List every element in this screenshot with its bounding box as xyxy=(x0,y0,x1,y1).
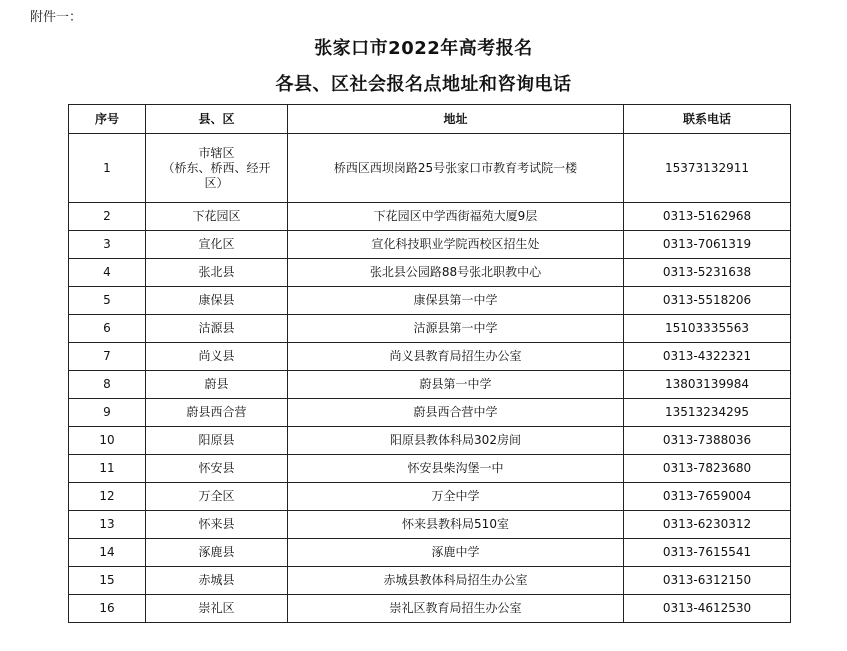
header-address: 地址 xyxy=(288,105,624,134)
cell-county: 阳原县 xyxy=(146,427,288,455)
cell-address: 桥西区西坝岗路25号张家口市教育考试院一楼 xyxy=(288,134,624,203)
cell-phone: 0313-7061319 xyxy=(624,231,791,259)
cell-county: 尚义县 xyxy=(146,343,288,371)
cell-no: 4 xyxy=(69,259,146,287)
cell-phone: 0313-7388036 xyxy=(624,427,791,455)
cell-address: 宣化科技职业学院西校区招生处 xyxy=(288,231,624,259)
cell-phone: 13513234295 xyxy=(624,399,791,427)
cell-address: 沽源县第一中学 xyxy=(288,315,624,343)
cell-no: 14 xyxy=(69,539,146,567)
cell-phone: 0313-4612530 xyxy=(624,595,791,623)
cell-address: 阳原县教体科局302房间 xyxy=(288,427,624,455)
registration-table xyxy=(68,104,791,623)
cell-no: 15 xyxy=(69,567,146,595)
page-title: 张家口市2022年高考报名 xyxy=(314,38,533,59)
cell-no: 7 xyxy=(69,343,146,371)
table-row xyxy=(69,399,791,427)
table-row xyxy=(69,259,791,287)
cell-phone: 0313-4322321 xyxy=(624,343,791,371)
cell-no: 2 xyxy=(69,203,146,231)
cell-address: 万全中学 xyxy=(288,483,624,511)
table-row xyxy=(69,231,791,259)
cell-address: 蔚县西合营中学 xyxy=(288,399,624,427)
table-row xyxy=(69,343,791,371)
cell-phone: 0313-5518206 xyxy=(624,287,791,315)
table-row xyxy=(69,134,791,203)
cell-county: 张北县 xyxy=(146,259,288,287)
table-row xyxy=(69,567,791,595)
header-county: 县、区 xyxy=(146,105,288,134)
cell-county: 沽源县 xyxy=(146,315,288,343)
cell-phone: 15373132911 xyxy=(624,134,791,203)
table-row xyxy=(69,483,791,511)
table-row xyxy=(69,371,791,399)
cell-address: 赤城县教体科局招生办公室 xyxy=(288,567,624,595)
table-row xyxy=(69,455,791,483)
table-row xyxy=(69,539,791,567)
county-line: 区） xyxy=(204,175,229,190)
cell-phone: 0313-5162968 xyxy=(624,203,791,231)
table-header-row xyxy=(69,105,791,134)
cell-county: 崇礼区 xyxy=(146,595,288,623)
cell-phone: 0313-6230312 xyxy=(624,511,791,539)
cell-no: 9 xyxy=(69,399,146,427)
cell-no: 8 xyxy=(69,371,146,399)
cell-no: 5 xyxy=(69,287,146,315)
cell-no: 13 xyxy=(69,511,146,539)
header-no: 序号 xyxy=(69,105,146,134)
cell-address: 怀来县教科局510室 xyxy=(288,511,624,539)
cell-no: 1 xyxy=(69,134,146,203)
cell-no: 12 xyxy=(69,483,146,511)
cell-county: 蔚县 xyxy=(146,371,288,399)
attachment-label: 附件一： xyxy=(30,10,83,25)
cell-county: 宣化区 xyxy=(146,231,288,259)
table-row xyxy=(69,595,791,623)
cell-county: 怀安县 xyxy=(146,455,288,483)
table-row xyxy=(69,315,791,343)
cell-county: 蔚县西合营 xyxy=(146,399,288,427)
cell-address: 尚义县教育局招生办公室 xyxy=(288,343,624,371)
table-row xyxy=(69,427,791,455)
cell-county: 万全区 xyxy=(146,483,288,511)
cell-no: 11 xyxy=(69,455,146,483)
cell-phone: 0313-6312150 xyxy=(624,567,791,595)
cell-address: 崇礼区教育局招生办公室 xyxy=(288,595,624,623)
cell-no: 16 xyxy=(69,595,146,623)
county-line: （桥东、桥西、经开 xyxy=(162,160,271,175)
cell-no: 10 xyxy=(69,427,146,455)
cell-county: 怀来县 xyxy=(146,511,288,539)
cell-address: 涿鹿中学 xyxy=(288,539,624,567)
table-row xyxy=(69,287,791,315)
cell-county: 康保县 xyxy=(146,287,288,315)
cell-address: 康保县第一中学 xyxy=(288,287,624,315)
page-subtitle: 各县、区社会报名点地址和咨询电话 xyxy=(275,74,572,95)
header-phone: 联系电话 xyxy=(624,105,791,134)
cell-county: 赤城县 xyxy=(146,567,288,595)
table-row xyxy=(69,203,791,231)
cell-phone: 0313-7615541 xyxy=(624,539,791,567)
cell-no: 6 xyxy=(69,315,146,343)
cell-phone: 13803139984 xyxy=(624,371,791,399)
cell-address: 蔚县第一中学 xyxy=(288,371,624,399)
cell-address: 怀安县柴沟堡一中 xyxy=(288,455,624,483)
cell-county: 涿鹿县 xyxy=(146,539,288,567)
cell-phone: 15103335563 xyxy=(624,315,791,343)
county-line: 市辖区 xyxy=(198,145,235,160)
table-row xyxy=(69,511,791,539)
cell-phone: 0313-7659004 xyxy=(624,483,791,511)
cell-no: 3 xyxy=(69,231,146,259)
cell-county: 下花园区 xyxy=(146,203,288,231)
cell-phone: 0313-5231638 xyxy=(624,259,791,287)
cell-address: 下花园区中学西街福苑大厦9层 xyxy=(288,203,624,231)
cell-phone: 0313-7823680 xyxy=(624,455,791,483)
cell-county xyxy=(146,134,288,203)
cell-address: 张北县公园路88号张北职教中心 xyxy=(288,259,624,287)
